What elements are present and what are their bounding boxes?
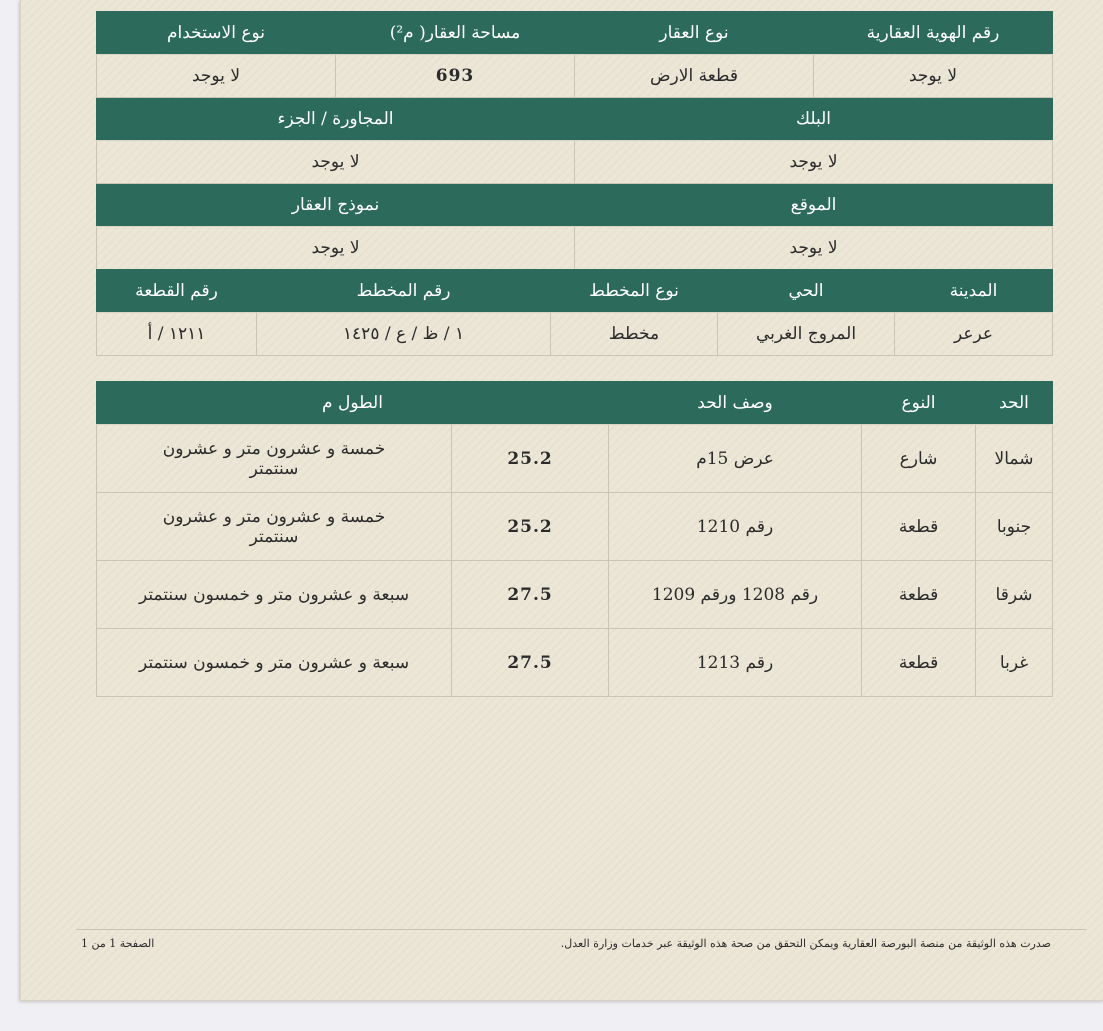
property-type-header: نوع العقار xyxy=(575,12,814,55)
boundary-type: شارع xyxy=(862,425,976,493)
city-header: المدينة xyxy=(895,270,1053,313)
property-model-value: لا يوجد xyxy=(97,227,575,270)
boundaries-table xyxy=(96,381,1053,697)
boundary-description-header: وصف الحد xyxy=(609,382,862,425)
property-area-value: 693 xyxy=(336,55,575,98)
boundary-direction: شرقا xyxy=(976,561,1053,629)
location-header: الموقع xyxy=(575,184,1053,227)
page-number: الصفحة 1 من 1 xyxy=(81,937,155,950)
boundary-description: رقم 1210 xyxy=(609,493,862,561)
boundary-length-header: الطول م xyxy=(97,382,609,425)
boundary-description: رقم 1213 xyxy=(609,629,862,697)
boundary-length-text: خمسة و عشرون متر و عشرون سنتمتر xyxy=(97,425,452,493)
table-row xyxy=(97,425,1053,493)
location-value-row xyxy=(97,227,1053,270)
block-header: البلك xyxy=(575,98,1053,141)
boundary-length-text: خمسة و عشرون متر و عشرون سنتمتر xyxy=(97,493,452,561)
plan-number-value: ١ / ظ / ع / ١٤٢٥ xyxy=(257,313,551,356)
table-row xyxy=(97,493,1053,561)
boundary-description: رقم 1208 ورقم 1209 xyxy=(609,561,862,629)
boundary-type: قطعة xyxy=(862,561,976,629)
district-header: الحي xyxy=(718,270,895,313)
property-value-row xyxy=(97,55,1053,98)
neighbor-part-value: لا يوجد xyxy=(97,141,575,184)
usage-type-header: نوع الاستخدام xyxy=(97,12,336,55)
plan-type-value: مخطط xyxy=(551,313,718,356)
city-value: عرعر xyxy=(895,313,1053,356)
footer-note: صدرت هذه الوثيقة من منصة البورصة العقارية ويمكن التحقق من صحة هذه الوثيقة عبر خدمات وزارة العدل. xyxy=(560,937,1051,950)
block-value-row xyxy=(97,141,1053,184)
plan-type-header: نوع المخطط xyxy=(551,270,718,313)
identity-number-header: رقم الهوية العقارية xyxy=(814,12,1053,55)
plan-number-header: رقم المخطط xyxy=(257,270,551,313)
boundary-direction: شمالا xyxy=(976,425,1053,493)
property-info-table xyxy=(96,11,1053,270)
property-model-header: نموذج العقار xyxy=(97,184,575,227)
boundary-type: قطعة xyxy=(862,493,976,561)
table-row xyxy=(97,629,1053,697)
boundary-length-text: سبعة و عشرون متر و خمسون سنتمتر xyxy=(97,629,452,697)
boundary-length: 27.5 xyxy=(452,561,609,629)
property-type-value: قطعة الارض xyxy=(575,55,814,98)
boundary-length: 25.2 xyxy=(452,425,609,493)
block-header-row xyxy=(97,98,1053,141)
boundary-length: 27.5 xyxy=(452,629,609,697)
plot-value-row xyxy=(97,313,1053,356)
boundary-direction: غربا xyxy=(976,629,1053,697)
identity-number-value: لا يوجد xyxy=(814,55,1053,98)
parcel-number-header: رقم القطعة xyxy=(97,270,257,313)
district-value: المروج الغربي xyxy=(718,313,895,356)
property-header-row xyxy=(97,12,1053,55)
boundary-length: 25.2 xyxy=(452,493,609,561)
boundary-direction: جنوبا xyxy=(976,493,1053,561)
boundaries-header-row xyxy=(97,382,1053,425)
footer-divider xyxy=(76,929,1086,930)
parcel-number-value: ١٢١١ / أ xyxy=(97,313,257,356)
plot-header-row xyxy=(97,270,1053,313)
boundary-length-text: سبعة و عشرون متر و خمسون سنتمتر xyxy=(97,561,452,629)
table-row xyxy=(97,561,1053,629)
boundary-header: الحد xyxy=(976,382,1053,425)
location-value: لا يوجد xyxy=(575,227,1053,270)
neighbor-part-header: المجاورة / الجزء xyxy=(97,98,575,141)
block-value: لا يوجد xyxy=(575,141,1053,184)
boundary-description: عرض 15م xyxy=(609,425,862,493)
boundary-type-header: النوع xyxy=(862,382,976,425)
plot-info-table xyxy=(96,269,1053,356)
boundary-type: قطعة xyxy=(862,629,976,697)
document-page xyxy=(20,0,1103,1001)
location-header-row xyxy=(97,184,1053,227)
usage-type-value: لا يوجد xyxy=(97,55,336,98)
property-area-header: مساحة العقار( م²) xyxy=(336,12,575,55)
